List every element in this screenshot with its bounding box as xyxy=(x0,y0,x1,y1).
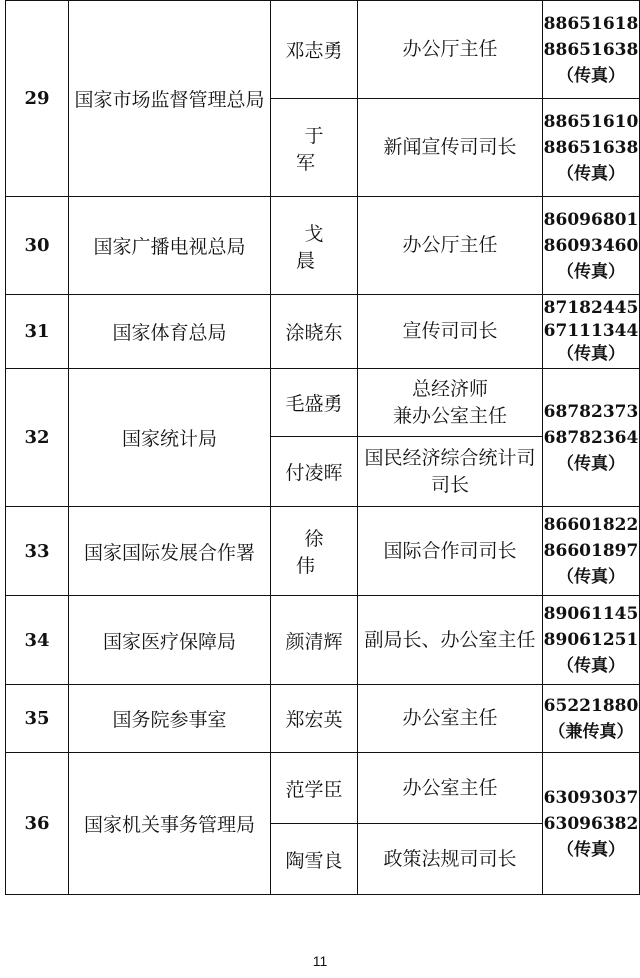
contact-phones xyxy=(543,295,640,369)
contact-phones xyxy=(543,596,640,685)
row-number: 30 xyxy=(6,197,69,295)
phone-note: （传真） xyxy=(557,65,625,86)
phone-note: （传真） xyxy=(557,839,625,860)
organization-name: 国家统计局 xyxy=(69,369,271,507)
phone-note: （传真） xyxy=(557,261,625,282)
phone-number: 86096801 xyxy=(543,209,639,230)
contact-name: 颜清辉 xyxy=(271,596,358,685)
table-row xyxy=(6,753,640,824)
row-number: 31 xyxy=(6,295,69,369)
row-number: 35 xyxy=(6,685,69,753)
organization-name: 国家医疗保障局 xyxy=(69,596,271,685)
organization-name: 国家市场监督管理总局 xyxy=(69,1,271,197)
phone-number: 63093037 xyxy=(543,787,639,808)
phone-note: （兼传真） xyxy=(548,721,634,742)
contact-phones xyxy=(543,685,640,753)
phone-number: 68782364 xyxy=(543,427,639,448)
contact-name: 邓志勇 xyxy=(271,1,358,99)
phone-number: 86601897 xyxy=(543,541,639,561)
title-line: 兼办公室主任 xyxy=(392,404,507,427)
row-number: 34 xyxy=(6,596,69,685)
phone-number: 63096382 xyxy=(543,813,639,834)
phone-number: 87182445 xyxy=(543,298,639,318)
contact-title: 副局长、办公室主任 xyxy=(358,596,543,685)
contact-name: 陶雪良 xyxy=(271,824,358,895)
row-number: 29 xyxy=(6,1,69,197)
contact-title: 办公室主任 xyxy=(358,753,543,824)
contact-title: 办公厅主任 xyxy=(358,197,543,295)
table-row xyxy=(6,507,640,596)
contact-phones xyxy=(543,369,640,507)
contact-name: 涂晓东 xyxy=(271,295,358,369)
contact-title xyxy=(358,437,543,507)
contact-title: 国际合作司司长 xyxy=(358,507,543,596)
organization-name: 国家机关事务管理局 xyxy=(69,753,271,895)
phone-number: 68782373 xyxy=(543,401,639,422)
contact-table xyxy=(5,0,640,895)
table-row xyxy=(6,1,640,99)
contact-phones xyxy=(543,507,640,596)
table-row xyxy=(6,369,640,437)
phone-number: 86601822 xyxy=(543,515,639,535)
contact-name: 范学臣 xyxy=(271,753,358,824)
phone-number: 88651618 xyxy=(543,13,639,34)
contact-name: 郑宏英 xyxy=(271,685,358,753)
organization-name: 国家体育总局 xyxy=(69,295,271,369)
title-line: 国民经济综合统计司 xyxy=(364,446,536,469)
phone-note: （传真） xyxy=(557,567,625,587)
contact-title: 办公室主任 xyxy=(358,685,543,753)
phone-note: （传真） xyxy=(557,656,625,676)
contact-title: 政策法规司司长 xyxy=(358,824,543,895)
contact-title: 新闻宣传司司长 xyxy=(358,99,543,197)
row-number: 33 xyxy=(6,507,69,596)
phone-note: （传真） xyxy=(557,163,625,184)
contact-title: 办公厅主任 xyxy=(358,1,543,99)
phone-number: 89061251 xyxy=(543,630,639,650)
table-row xyxy=(6,197,640,295)
phone-number: 88651638 xyxy=(543,137,639,158)
table-row xyxy=(6,295,640,369)
contact-phones xyxy=(543,753,640,895)
organization-name: 国家广播电视总局 xyxy=(69,197,271,295)
phone-number: 65221880 xyxy=(543,695,639,716)
phone-number: 67111344 xyxy=(543,321,639,341)
phone-number: 88651638 xyxy=(543,39,639,60)
table-row xyxy=(6,596,640,685)
page-number: 11 xyxy=(312,953,328,969)
title-line: 总经济师 xyxy=(411,377,488,400)
contact-name: 戈 晨 xyxy=(271,197,358,295)
row-number: 32 xyxy=(6,369,69,507)
table-row xyxy=(6,685,640,753)
row-number: 36 xyxy=(6,753,69,895)
contact-phones xyxy=(543,197,640,295)
contact-phones xyxy=(543,1,640,99)
organization-name: 国务院参事室 xyxy=(69,685,271,753)
contact-name: 徐 伟 xyxy=(271,507,358,596)
title-line: 司长 xyxy=(430,473,469,496)
organization-name: 国家国际发展合作署 xyxy=(69,507,271,596)
contact-title xyxy=(358,369,543,437)
phone-number: 88651610 xyxy=(543,111,639,132)
phone-note: （传真） xyxy=(557,453,625,474)
phone-number: 86093460 xyxy=(543,235,639,256)
phone-number: 89061145 xyxy=(543,604,639,624)
contact-phones xyxy=(543,99,640,197)
contact-name: 毛盛勇 xyxy=(271,369,358,437)
contact-name: 付凌晖 xyxy=(271,437,358,507)
contact-title: 宣传司司长 xyxy=(358,295,543,369)
phone-note: （传真） xyxy=(557,344,625,364)
contact-name: 于 军 xyxy=(271,99,358,197)
